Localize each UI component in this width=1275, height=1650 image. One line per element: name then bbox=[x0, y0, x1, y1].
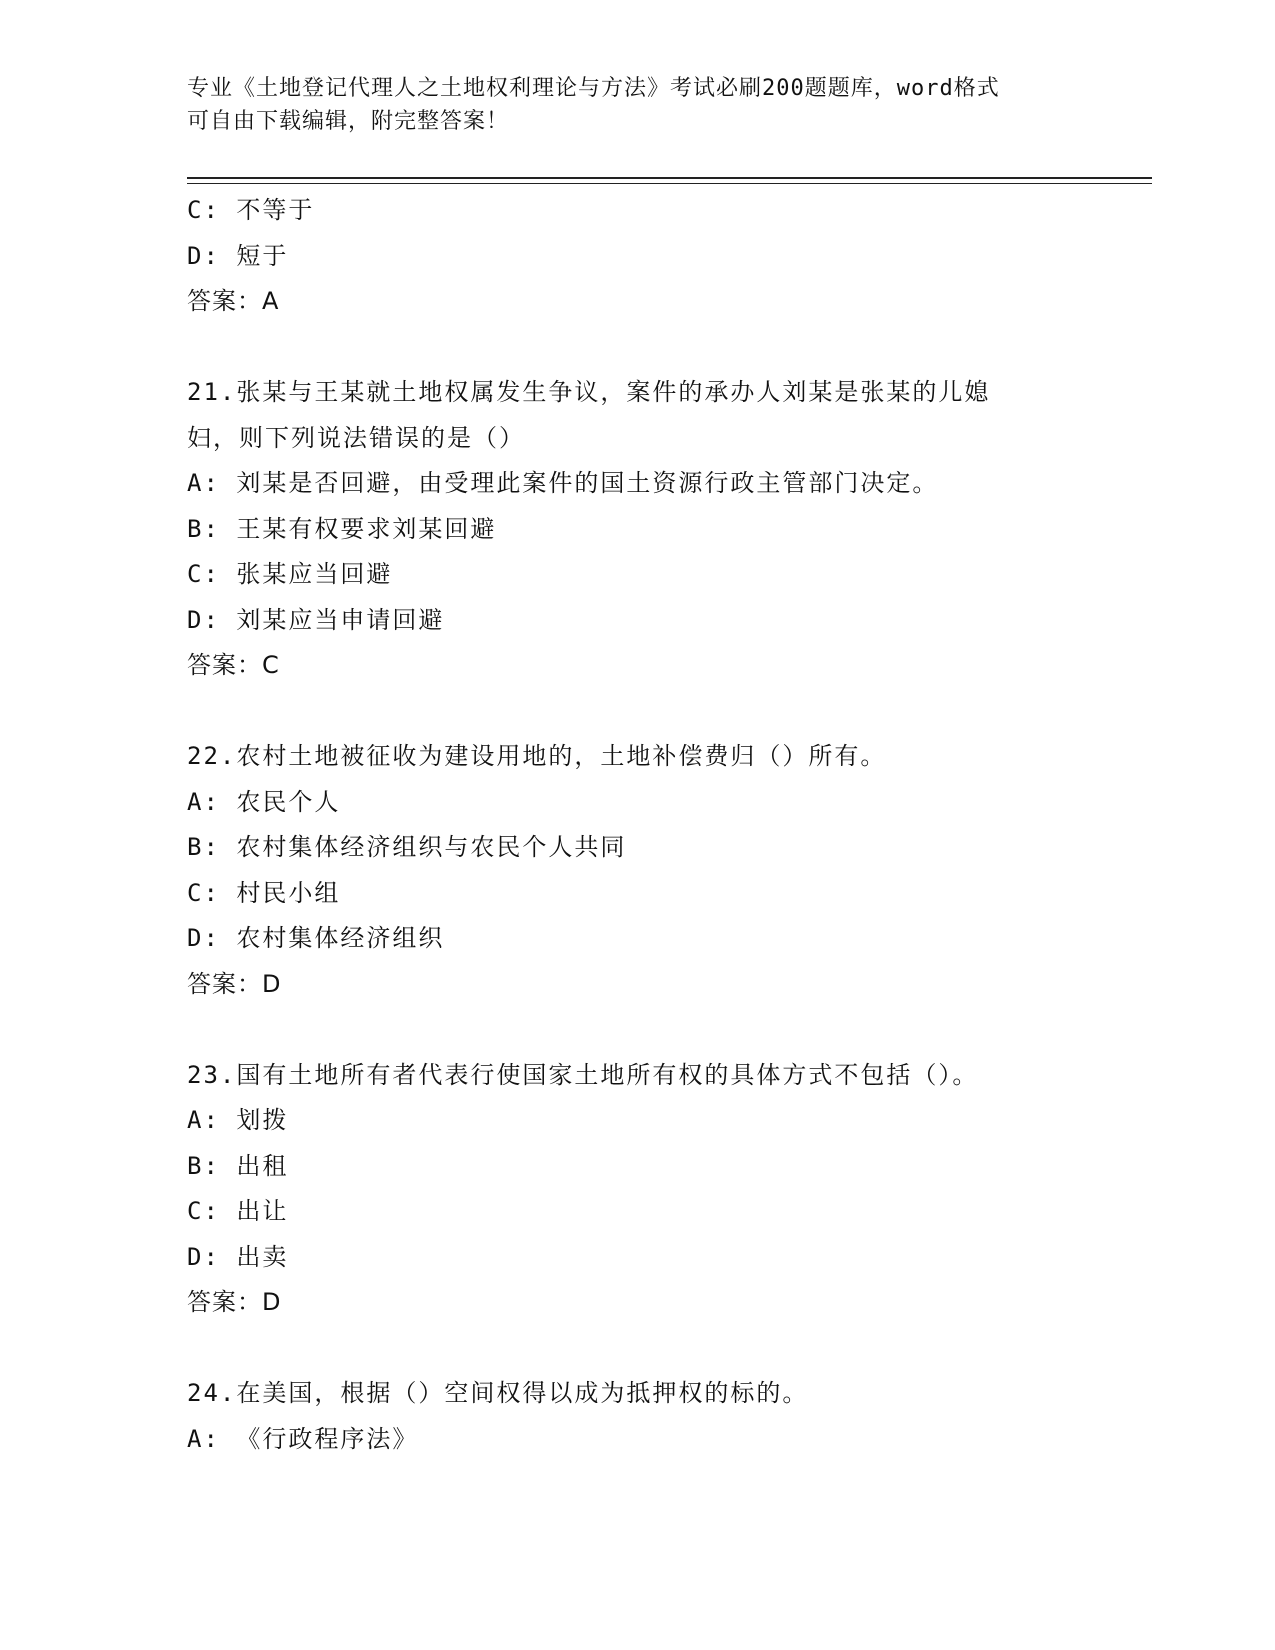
option-c: C: 出让 bbox=[187, 1197, 289, 1225]
question-21 bbox=[187, 370, 1087, 689]
option-d: D: 短于 bbox=[187, 241, 289, 270]
answer: 答案：D bbox=[187, 969, 282, 998]
option-a: A: 农民个人 bbox=[187, 787, 341, 816]
option-b: B: 王某有权要求刘某回避 bbox=[187, 514, 497, 543]
header-divider-thin bbox=[187, 183, 1152, 184]
option-a: A: 刘某是否回避，由受理此案件的国土资源行政主管部门决定。 bbox=[187, 469, 939, 497]
header-divider-thick bbox=[187, 177, 1152, 179]
continued-question bbox=[187, 188, 1087, 325]
option-d: D: 农村集体经济组织 bbox=[187, 924, 445, 952]
option-b: B: 出租 bbox=[187, 1151, 289, 1180]
answer: 答案：A bbox=[187, 287, 280, 315]
option-a: A: 划拨 bbox=[187, 1106, 289, 1134]
answer: 答案：D bbox=[187, 1288, 282, 1316]
option-c: C: 村民小组 bbox=[187, 878, 341, 907]
option-c: C: 不等于 bbox=[187, 196, 315, 224]
option-d: D: 出卖 bbox=[187, 1242, 289, 1271]
question-stem: 22.农村土地被征收为建设用地的，土地补偿费归（）所有。 bbox=[187, 742, 887, 770]
question-list bbox=[187, 188, 1087, 1462]
option-a: A: 《行政程序法》 bbox=[187, 1424, 419, 1453]
answer: 答案：C bbox=[187, 651, 280, 679]
option-d: D: 刘某应当申请回避 bbox=[187, 605, 445, 634]
question-23 bbox=[187, 1053, 1087, 1326]
question-stem: 妇，则下列说法错误的是（） bbox=[187, 423, 525, 452]
header-line-2: 可自由下载编辑，附完整答案！ bbox=[187, 109, 510, 134]
question-stem: 24.在美国，根据（）空间权得以成为抵押权的标的。 bbox=[187, 1379, 809, 1407]
question-stem: 21.张某与王某就土地权属发生争议，案件的承办人刘某是张某的儿媳 bbox=[187, 378, 991, 406]
question-24 bbox=[187, 1371, 1087, 1462]
document-header bbox=[187, 72, 1087, 138]
question-22 bbox=[187, 734, 1087, 1007]
question-stem: 23.国有土地所有者代表行使国家土地所有权的具体方式不包括（）。 bbox=[187, 1060, 979, 1089]
option-c: C: 张某应当回避 bbox=[187, 560, 393, 588]
option-b: B: 农村集体经济组织与农民个人共同 bbox=[187, 833, 627, 861]
header-line-1: 专业《土地登记代理人之土地权利理论与方法》考试必刷200题题库，word格式 bbox=[187, 76, 1000, 101]
